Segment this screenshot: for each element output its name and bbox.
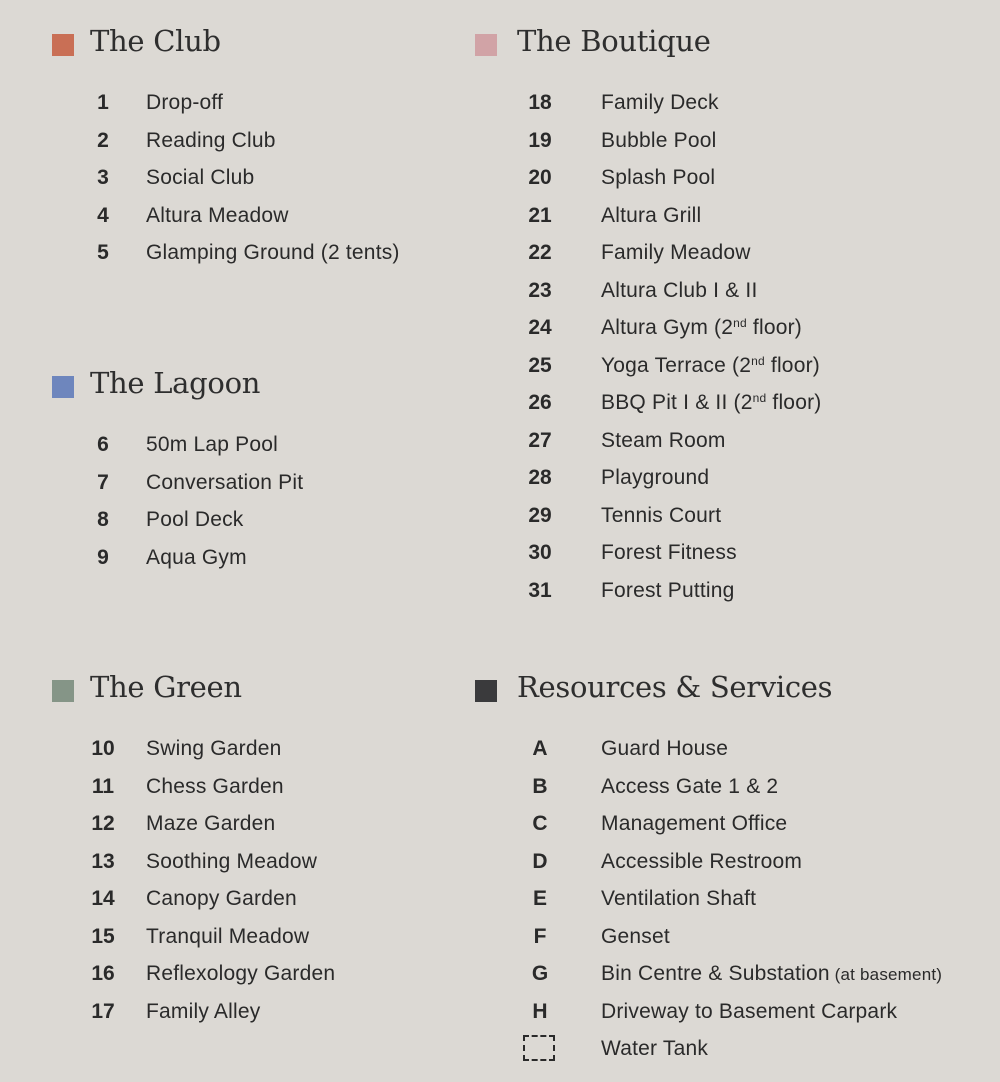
section-title: The Club [90, 24, 221, 58]
item-number: 20 [528, 166, 552, 189]
item-number: 12 [91, 812, 115, 835]
item-label [601, 353, 820, 379]
item-label-text: Social Club [146, 166, 255, 189]
item-label [146, 961, 335, 987]
item-label [146, 165, 254, 191]
item-number: 13 [91, 849, 115, 873]
item-label-text: Family Meadow [601, 241, 751, 264]
item-label-text: Tennis Court [601, 503, 722, 527]
item-label [601, 240, 751, 266]
item-label-text: Drop-off [146, 91, 224, 114]
item-number: 24 [528, 316, 552, 339]
item-note: (at basement) [829, 965, 943, 984]
item-label [146, 849, 317, 875]
item-number: D [532, 849, 548, 873]
item-number: 31 [528, 578, 552, 602]
item-label-text: Altura Grill [601, 203, 702, 227]
item-label [146, 886, 297, 912]
club-color-swatch [52, 34, 74, 56]
item-number: 9 [97, 545, 109, 569]
item-number: 29 [528, 503, 552, 527]
item-label [601, 315, 802, 341]
item-label [146, 203, 289, 229]
boutique-color-swatch [475, 34, 497, 56]
section-title: The Green [90, 670, 242, 704]
item-label [146, 90, 223, 116]
item-number: 30 [528, 541, 552, 564]
item-label [601, 736, 728, 762]
item-number: 1 [97, 91, 109, 114]
item-label-text: Bin Centre & Substation [601, 962, 830, 985]
item-number: 7 [97, 470, 109, 494]
item-label-text: Water Tank [601, 1037, 709, 1060]
dashed-box-icon [523, 1035, 555, 1061]
item-label [601, 540, 737, 566]
item-label-text: Genset [601, 924, 670, 948]
item-label-text: Family Alley [146, 999, 261, 1023]
item-label-text: Family Deck [601, 91, 719, 114]
item-number: 3 [97, 166, 109, 189]
ordinal-suffix: nd [751, 353, 765, 368]
item-label [601, 165, 715, 191]
item-number: H [532, 999, 548, 1023]
item-label [146, 128, 276, 154]
floor-suffix: floor) [766, 391, 822, 414]
item-label [146, 811, 275, 837]
item-label [601, 578, 735, 604]
item-label-text: Aqua Gym [146, 545, 247, 569]
item-label [601, 128, 716, 154]
item-number: 14 [91, 887, 115, 910]
item-label [601, 90, 719, 116]
item-label-text: Yoga Terrace ( [601, 353, 740, 377]
item-label-text: Management Office [601, 812, 788, 835]
item-label-text: Reflexology Garden [146, 962, 336, 985]
item-label-text: Glamping Ground (2 tents) [146, 241, 400, 264]
item-label-text: Access Gate 1 & 2 [601, 774, 779, 798]
item-label [601, 465, 709, 491]
section-title: The Lagoon [90, 366, 261, 400]
item-label-text: Tranquil Meadow [146, 924, 310, 948]
item-label-text: Playground [601, 466, 710, 489]
item-label [146, 924, 309, 950]
item-number: 17 [91, 999, 115, 1023]
item-label [146, 774, 284, 800]
item-label [601, 811, 787, 837]
item-label [601, 961, 942, 988]
item-label [601, 503, 721, 529]
item-number: 2 [97, 128, 109, 152]
ordinal-suffix: nd [752, 391, 767, 405]
item-number: 23 [528, 278, 552, 302]
section-title: Resources & Services [517, 670, 833, 704]
item-number: B [532, 774, 548, 798]
item-label [146, 470, 303, 496]
item-label [601, 999, 897, 1025]
item-number: 15 [91, 924, 115, 948]
item-label [601, 390, 821, 416]
item-label-text: Accessible Restroom [601, 849, 803, 873]
floor-number: 2 [740, 391, 753, 414]
item-number: C [532, 812, 548, 835]
item-label [601, 203, 701, 229]
item-label [146, 240, 400, 266]
item-number: 25 [528, 353, 552, 377]
item-label [601, 774, 778, 800]
item-number: E [532, 887, 547, 910]
item-label [146, 432, 278, 458]
item-label-text: BBQ Pit I & II ( [601, 391, 741, 414]
item-number: G [531, 962, 549, 985]
item-number: 18 [528, 91, 552, 114]
item-label-text: Forest Fitness [601, 541, 737, 564]
item-label-text: Ventilation Shaft [601, 887, 757, 910]
item-label [146, 507, 244, 533]
item-label [601, 886, 756, 912]
item-label-text: Soothing Meadow [146, 849, 318, 873]
item-number: 27 [528, 428, 552, 452]
item-label-text: Altura Club I & II [601, 278, 758, 302]
item-label-text: Altura Gym ( [601, 316, 722, 339]
item-label-text: Bubble Pool [601, 128, 717, 152]
item-number: 4 [97, 203, 109, 227]
item-label [601, 849, 802, 875]
item-label-text: Swing Garden [146, 737, 282, 760]
item-number: 8 [97, 508, 109, 531]
item-number: F [533, 924, 547, 948]
item-label-text: Steam Room [601, 428, 726, 452]
item-number: 19 [528, 128, 552, 152]
item-label [601, 428, 726, 454]
item-number: A [532, 737, 548, 760]
item-label-text: Maze Garden [146, 812, 276, 835]
item-label-text: Driveway to Basement Carpark [601, 999, 898, 1023]
item-number: 22 [528, 241, 552, 264]
item-label-text: Forest Putting [601, 578, 735, 602]
item-number: 10 [91, 737, 115, 760]
item-number: 21 [528, 203, 552, 227]
item-label [601, 924, 670, 950]
item-label-text: 50m Lap Pool [146, 433, 278, 456]
item-label [146, 999, 260, 1025]
item-number: 11 [91, 774, 115, 798]
item-number: 16 [91, 962, 115, 985]
item-number: 6 [97, 433, 109, 456]
ordinal-suffix: nd [733, 316, 747, 330]
item-label-text: Pool Deck [146, 508, 244, 531]
item-label [601, 1036, 708, 1062]
floor-number: 2 [739, 353, 752, 377]
item-label-text: Conversation Pit [146, 470, 304, 494]
item-label-text: Reading Club [146, 128, 276, 152]
item-label [146, 545, 247, 571]
item-number: 28 [528, 466, 552, 489]
floor-suffix: floor) [764, 353, 820, 377]
section-title: The Boutique [517, 24, 711, 58]
resources-color-swatch [475, 680, 497, 702]
item-label-text: Chess Garden [146, 774, 284, 798]
item-number: 26 [528, 391, 552, 414]
item-label-text: Canopy Garden [146, 887, 297, 910]
floor-number: 2 [721, 316, 734, 339]
item-label [146, 736, 281, 762]
lagoon-color-swatch [52, 376, 74, 398]
item-number: 5 [97, 241, 109, 264]
item-label-text: Splash Pool [601, 166, 716, 189]
floor-suffix: floor) [746, 316, 802, 339]
green-color-swatch [52, 680, 74, 702]
item-label-text: Altura Meadow [146, 203, 289, 227]
item-label [601, 278, 758, 304]
item-label-text: Guard House [601, 737, 729, 760]
